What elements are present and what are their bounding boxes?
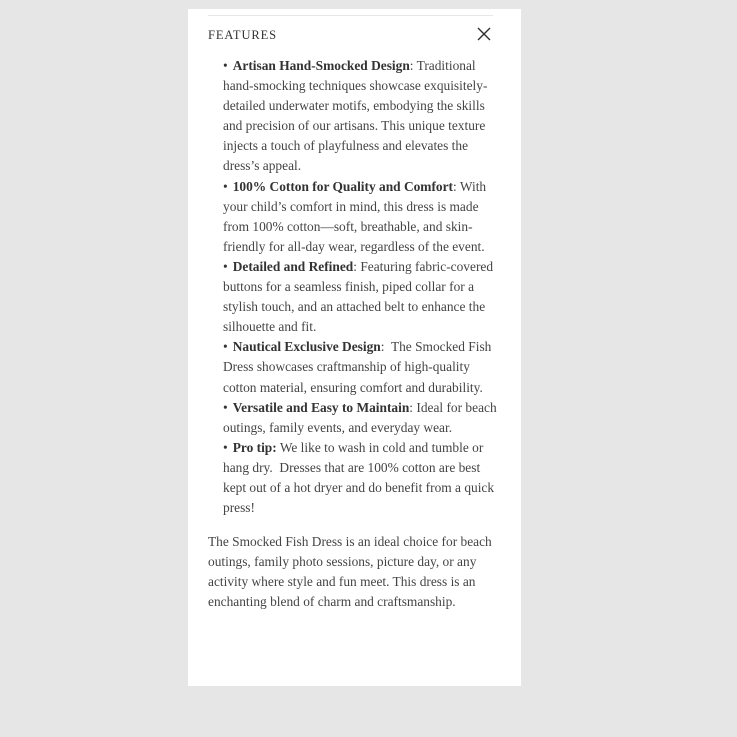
feature-separator: : — [380, 339, 385, 355]
bullet: • — [223, 399, 228, 415]
bullet: • — [223, 58, 228, 73]
features-panel — [188, 9, 521, 686]
feature-title: Nautical Exclusive Design — [232, 339, 381, 355]
feature-separator: : — [453, 178, 457, 194]
bullet: • — [223, 439, 228, 455]
feature-title: Versatile and Easy to Maintain — [232, 399, 410, 415]
features-heading: FEATURES — [208, 28, 278, 42]
close-button[interactable] — [476, 26, 492, 42]
feature-item — [223, 56, 498, 177]
feature-separator: : — [353, 258, 357, 274]
feature-title: Detailed and Refined — [232, 258, 354, 274]
features-list — [208, 56, 498, 518]
feature-text: With your child’s comfort in mind, this dress is made from 100% cotton—soft, breathable, and skin-friendly for all-day wear, regardless of the event. — [223, 178, 487, 254]
bullet: • — [223, 258, 228, 274]
feature-text: Traditional hand-smocking techniques showcase exquisitely-detailed underwater motifs, embodying the skills and precision of our artisans. This unique texture injects a touch of playfulness and elevates the dress’s appeal. — [223, 58, 488, 174]
bullet: • — [223, 339, 228, 355]
feature-separator: : — [409, 399, 414, 415]
features-content — [208, 56, 498, 613]
feature-text: Ideal for beach outings, family events, and everyday wear. — [223, 399, 497, 435]
feature-item — [223, 257, 498, 337]
bullet: • — [223, 178, 228, 194]
top-divider — [208, 15, 493, 16]
feature-title: Pro tip: — [232, 439, 277, 455]
summary-paragraph: The Smocked Fish Dress is an ideal choice for beach outings, family photo sessions, picture day, or any activity where style and fun meet. This dress is an enchanting blend of charm and craftsmanship. — [208, 534, 492, 610]
feature-item — [223, 398, 498, 438]
feature-separator: : — [409, 58, 414, 73]
feature-text: The Smocked Fish Dress showcases craftmanship of high-quality cotton material, ensuring comfort and durability. — [223, 339, 495, 395]
feature-title: Artisan Hand-Smocked Design — [232, 58, 410, 73]
feature-item — [223, 177, 498, 257]
feature-title: 100% Cotton for Quality and Comfort — [232, 178, 454, 194]
feature-text: We like to wash in cold and tumble or hang dry. Dresses that are 100% cotton are best kept out of a hot dryer and do benefit from a quick press! — [223, 439, 498, 516]
close-icon — [476, 26, 492, 42]
feature-item — [223, 337, 498, 397]
feature-item — [223, 438, 498, 518]
feature-text: Featuring fabric-covered buttons for a seamless finish, piped collar for a stylish touch, and an attached belt to enhance the silhouette and fit. — [223, 258, 494, 335]
